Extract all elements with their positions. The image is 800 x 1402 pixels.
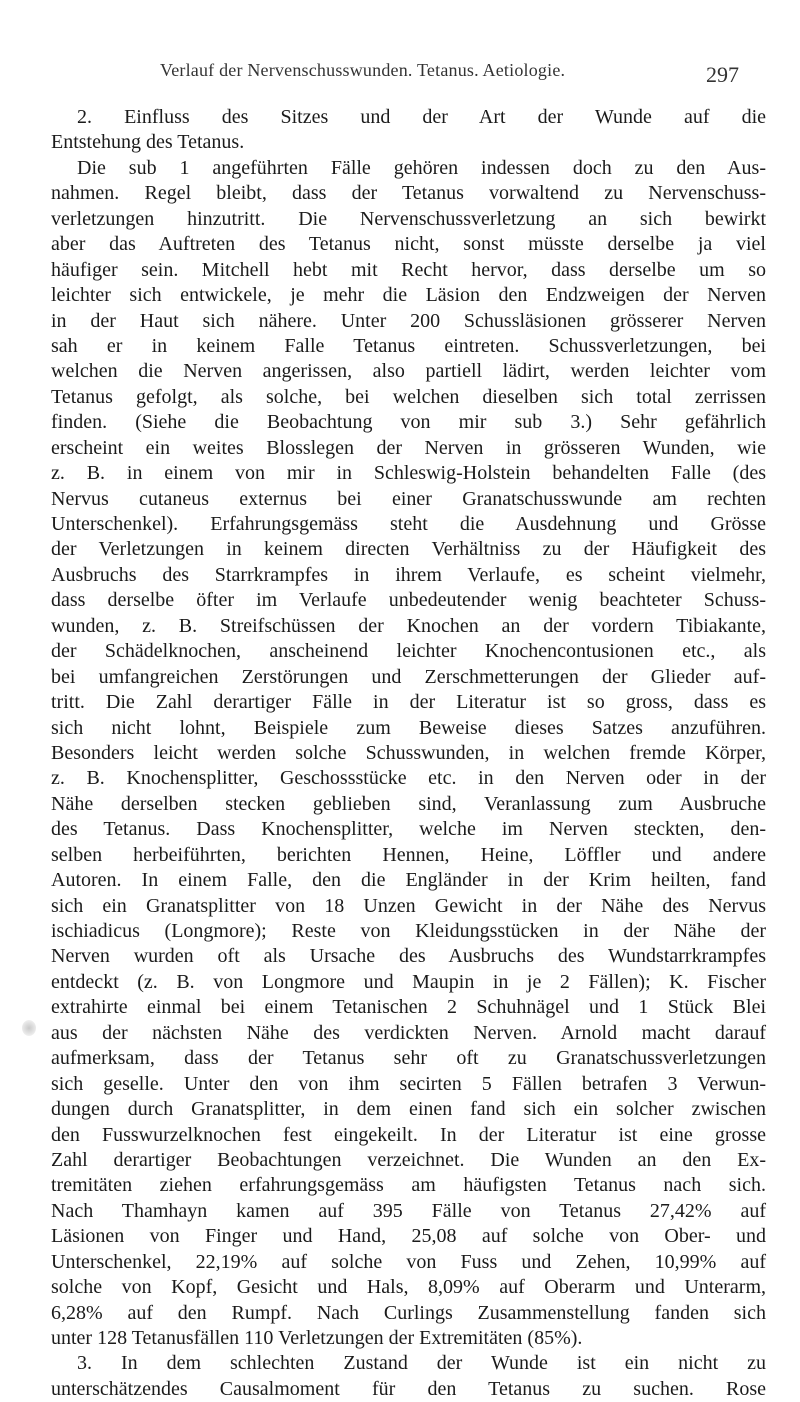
text-line: häufiger sein. Mitchell hebt mit Recht hervor, dass derselbe um so — [51, 258, 766, 281]
paper-smudge — [22, 1020, 36, 1036]
text-line: z. B. Knochensplitter, Geschossstücke etc. in den Nerven oder in der — [51, 767, 766, 790]
text-line: ischiadicus (Longmore); Reste von Kleidungsstücken in der Nähe der — [51, 920, 766, 942]
text-line: bei umfangreichen Zerstörungen und Zerschmetterungen der Glieder auf- — [51, 665, 766, 688]
text-line: Nerven wurden oft als Ursache des Ausbruchs des Wundstarrkrampfes — [51, 945, 766, 968]
text-line: entdeckt (z. B. von Longmore und Maupin in je 2 Fällen); K. Fischer — [51, 970, 766, 993]
text-line: verletzungen hinzutritt. Die Nervenschussverletzung an sich bewirkt — [51, 207, 766, 230]
text-line: finden. (Siehe die Beobachtung von mir sub 3.) Sehr gefährlich — [51, 411, 766, 434]
text-line: unter 128 Tetanusfällen 110 Verletzungen der Extremitäten (85%). — [51, 1327, 583, 1349]
running-header — [0, 60, 800, 90]
text-line: Nähe derselben stecken geblieben sind, Veranlassung zum Ausbruche — [51, 792, 766, 815]
text-line: Nach Thamhayn kamen auf 395 Fälle von Tetanus 27,42% auf — [51, 1199, 766, 1222]
text-line: z. B. in einem von mir in Schleswig-Holstein behandelten Falle (des — [51, 462, 766, 485]
text-line: Ausbruchs des Starrkrampfes in ihrem Verlaufe, es scheint vielmehr, — [51, 563, 766, 586]
text-line: der Schädelknochen, anscheinend leichter Knochencontusionen etc., als — [51, 640, 766, 663]
text-line: erscheint ein weites Blosslegen der Nerven in grösseren Wunden, wie — [51, 436, 766, 459]
page-number: 297 — [706, 62, 739, 87]
text-line: Nervus cutaneus externus bei einer Granatschusswunde am rechten — [51, 487, 766, 510]
text-line: sich ein Granatsplitter von 18 Unzen Gewicht in der Nähe des Nervus — [51, 894, 766, 917]
text-line: der Verletzungen in keinem directen Verhältniss zu der Häufigkeit des — [51, 538, 766, 561]
text-line: nahmen. Regel bleibt, dass der Tetanus vorwaltend zu Nervenschuss- — [51, 182, 766, 205]
body-text — [51, 105, 766, 1402]
text-line: Besonders leicht werden solche Schusswunden, in welchen fremde Körper, — [51, 741, 766, 764]
text-line: Entstehung des Tetanus. — [51, 131, 245, 154]
text-line: Unterschenkel). Erfahrungsgemäss steht die Ausdehnung und Grösse — [51, 513, 766, 535]
text-line: 6,28% auf den Rumpf. Nach Curlings Zusammenstellung fanden sich — [51, 1301, 766, 1324]
text-line: sah er in keinem Falle Tetanus eintreten. Schussverletzungen, bei — [51, 334, 766, 357]
text-line: dungen durch Granatsplitter, in dem einen fand sich ein solcher zwischen — [51, 1098, 766, 1121]
text-line: sich nicht lohnt, Beispiele zum Beweise dieses Satzes anzuführen. — [51, 716, 766, 739]
text-line: aber das Auftreten des Tetanus nicht, sonst müsste derselbe ja viel — [51, 233, 766, 256]
text-line: welchen die Nerven angerissen, also partiell lädirt, werden leichter vom — [51, 360, 766, 383]
text-line: Die sub 1 angeführten Fälle gehören indessen doch zu den Aus- — [77, 156, 766, 179]
text-line: 2. Einfluss des Sitzes und der Art der Wunde auf die — [77, 106, 766, 128]
running-header-title: Verlauf der Nervenschusswunden. Tetanus. Aetiologie. — [160, 60, 566, 80]
text-line: Autoren. In einem Falle, den die Engländer in der Krim heilten, fand — [51, 869, 766, 892]
text-line: Zahl derartiger Beobachtungen verzeichnet. Die Wunden an den Ex- — [51, 1148, 766, 1171]
text-line: leichter sich entwickele, je mehr die Läsion den Endzweigen der Nerven — [51, 284, 766, 307]
text-line: selben herbeiführten, berichten Hennen, Heine, Löffler und andere — [51, 843, 766, 866]
text-line: wunden, z. B. Streifschüssen der Knochen an der vordern Tibiakante, — [51, 614, 766, 637]
text-line: tritt. Die Zahl derartiger Fälle in der Literatur ist so gross, dass es — [51, 691, 766, 714]
text-line: aus der nächsten Nähe des verdickten Nerven. Arnold macht darauf — [51, 1021, 766, 1044]
text-line: des Tetanus. Dass Knochensplitter, welche im Nerven steckten, den- — [51, 818, 766, 841]
text-line: aufmerksam, dass der Tetanus sehr oft zu Granatschussverletzungen — [51, 1047, 766, 1070]
text-line: dass derselbe öfter im Verlaufe unbedeutender wenig beachteter Schuss- — [51, 589, 766, 612]
text-line: unterschätzendes Causalmoment für den Tetanus zu suchen. Rose — [51, 1377, 766, 1400]
text-line: extrahirte einmal bei einem Tetanischen 2 Schuhnägel und 1 Stück Blei — [51, 996, 766, 1019]
text-line: tremitäten ziehen erfahrungsgemäss am häufigsten Tetanus nach sich. — [51, 1174, 766, 1197]
text-line: 3. In dem schlechten Zustand der Wunde ist ein nicht zu — [77, 1352, 766, 1375]
text-line: in der Haut sich nähere. Unter 200 Schussläsionen grösserer Nerven — [51, 309, 766, 332]
text-line: Läsionen von Finger und Hand, 25,08 auf solche von Ober- und — [51, 1225, 766, 1248]
text-line: solche von Kopf, Gesicht und Hals, 8,09% auf Oberarm und Unterarm, — [51, 1276, 766, 1299]
text-line: Tetanus gefolgt, als solche, bei welchen dieselben sich total zerrissen — [51, 385, 766, 408]
text-line: den Fusswurzelknochen fest eingekeilt. In der Literatur ist eine grosse — [51, 1123, 766, 1146]
text-line: Unterschenkel, 22,19% auf solche von Fuss und Zehen, 10,99% auf — [51, 1250, 766, 1273]
text-line: sich geselle. Unter den von ihm secirten 5 Fällen betrafen 3 Verwun- — [51, 1072, 766, 1095]
